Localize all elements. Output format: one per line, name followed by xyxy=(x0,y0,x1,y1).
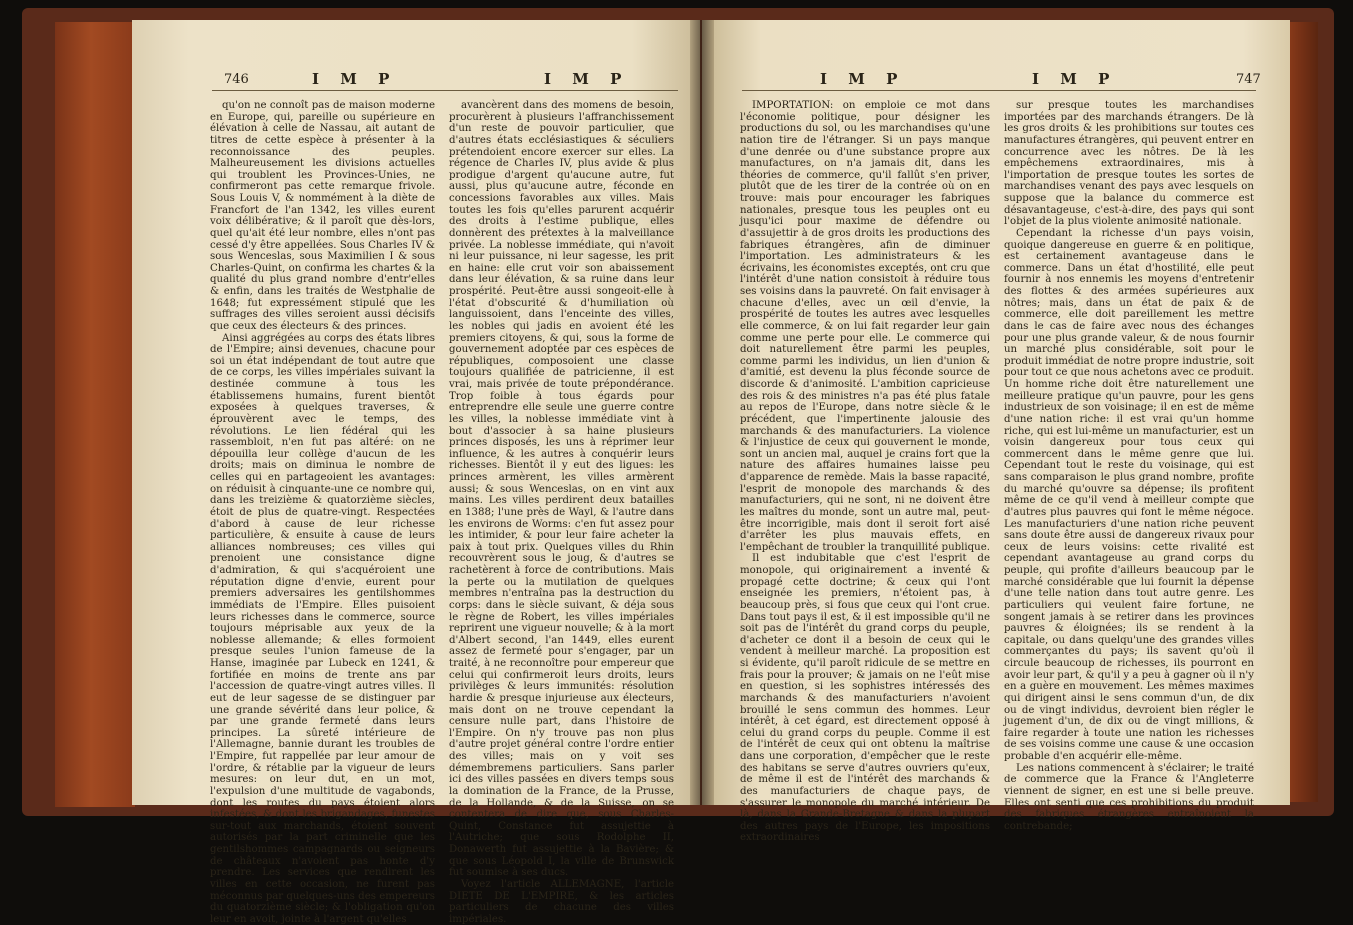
paragraph: Il est indubitable que c'est l'esprit de monopole, qui originairement a inventé & propagé cette doctrine; & ceux qui l'ont enseignée les premiers, n'étoient pas, à beaucoup près, si fous que ceux qui l'ont crue. Dans tout pays il est, & il est impossible qu'il ne soit pas de l'intérêt du grand corps du peuple, d'acheter ce dont il a besoin de ceux qui le vendent à meilleur marché. La proposition est si évidente, qu'il paroît ridicule de se mettre en frais pour la prouver; & jamais on ne l'eût mise en question, si les sophistres intéressés des marchands & des manufacturiers n'avoient brouillé le sens commun des hommes. Leur intérêt, à cet égard, est directement opposé à celui du grand corps du peuple. Comme il est de l'intérêt de ceux qui ont obtenu la maîtrise dans une corporation, d'empêcher que le reste des habitans se serve d'autres ouvriers qu'eux, de même il est de l'intérêt des marchands & des manufacturiers de chaque pays, de s'assurer le monopole du marché intérieur. De là, dans la Grande-Bretagne & dans la plupart des autres pays de l'Europe, les impositions extraordinaires xyxy=(740,553,990,844)
left-columns xyxy=(210,100,674,750)
book-gutter xyxy=(690,20,714,805)
right-columns xyxy=(740,100,1254,750)
paragraph: sur presque toutes les marchandises importées par des marchands étrangers. De là les gros droits & les prohibitions sur toutes ces manufactures étrangères, qui peuvent entrer en concurrence avec les nôtres. De là les empêchemens extraordinaires, mis à l'importation de presque toutes les sortes de marchandises venant des pays avec lesquels on suppose que la balance du commerce est désavantageuse, c'est-à-dire, des pays qui sont l'objet de la plus violente animosité nationale. xyxy=(1004,100,1254,228)
paragraph: Les nations commencent à s'éclairer; le traité de commerce que la France & l'Angleterre viennent de signer, en est une si belle preuve. Elles ont senti que ces prohibitions du produit des fabriques étrangères entraînoient la contrebande; xyxy=(1004,763,1254,833)
paragraph: avancèrent dans des momens de besoin, procurèrent à plusieurs l'affranchissement d'un reste de pouvoir particulier, que d'autres états ecclésiastiques & séculiers prétendoient encore exercer sur elles. La régence de Charles IV, plus avide & plus prodigue d'argent qu'aucune autre, fut aussi, plus qu'aucune autre, féconde en concessions favorables aux villes. Mais toutes les fois qu'elles parurent acquérir des droits à l'estime publique, elles donnèrent des prétextes à la malveillance privée. La noblesse immédiate, qui n'avoit ni leur puissance, ni leur sagesse, les prit en haine: elle crut voir son abaissement dans leur élévation, & sa ruine dans leur prospérité. Peut-être aussi songeoit-elle à l'état d'obscurité & d'humiliation où languissoient, dans l'enceinte des villes, les nobles qui jadis en avoient été les premiers citoyens, & qui, sous la forme de gouvernement adoptée par ces espèces de républiques, composoient une classe toujours qualifiée de patricienne, il est vrai, mais privée de toute prépondérance. Trop foible à tous égards pour entreprendre elle seule une guerre contre les villes, la noblesse immédiate vint à bout d'associer à sa haine plusieurs princes disposés, les uns à réprimer leur influence, & les autres à conquérir leurs richesses. Bientôt il y eut des ligues: les princes armèrent, les villes armèrent aussi; & sous Wenceslas, on en vint aux mains. Les villes perdirent deux batailles en 1388; l'une près de Wayl, & l'autre dans les environs de Worms: c'en fut assez pour les intimider, & pour leur faire acheter la paix à tout prix. Quelques villes du Rhin recouvrèrent sous le joug, & d'autres se rachetèrent à force de contributions. Mais la perte ou la mutilation de quelques membres n'entraîna pas la destruction du corps: dans le siècle suivant, & déja sous le règne de Robert, les villes impériales reprirent une vigueur nouvelle; & à la mort d'Albert second, l'an 1449, elles eurent assez de fermeté pour s'engager, par un traité, à ne reconnoître pour empereur que celui qui confirmeroit leurs droits, leurs privilèges & leurs immunités: résolution hardie & presque injurieuse aux électeurs, mais dont on ne trouve cependant la censure nulle part, dans l'histoire de l'Empire. On n'y trouve pas non plus d'autre projet général contre l'ordre entier des villes; mais on y voit ses démembremens particuliers. Sans parler ici des villes passées en divers temps sous la domination de la France, de la Prusse, de la Hollande, & de la Suisse, on se contentera de dire que, sous Charles-Quint, Constance fut assujettie à l'Autriche; que sous Rodolphe II, Donawerth fut assujettie à la Bavière; & que sous Léopold I, la ville de Brunswick fut soumise à ses ducs. xyxy=(449,100,674,879)
right-column-2 xyxy=(1004,100,1254,750)
paragraph: IMPORTATION: on emploie ce mot dans l'économie politique, pour désigner les productions du sol, ou les marchandises qu'une nation tire de l'étranger. Si un pays manque d'une denrée ou d'une substance propre aux manufactures, on n'a jamais dit, dans les théories de commerce, qu'il fallût s'en priver, plutôt que de les tirer de la contrée où on en trouve: mais pour encourager les fabriques nationales, presque tous les peuples ont eu jusqu'ici pour maxime de défendre ou d'assujettir à de gros droits les productions des fabriques étrangères, afin de diminuer l'importation. Les administrateurs & les écrivains, les économistes exceptés, ont cru que l'intérêt d'une nation consistoit à réduire tous ses voisins dans la pauvreté. On fait envisager à chacune d'elles, avec un œil d'envie, la prospérité de toutes les autres avec lesquelles elle commerce, & on lui fait regarder leur gain comme une perte pour elle. Le commerce qui doit naturellement être parmi les peuples, comme parmi les individus, un lien d'union & d'amitié, est devenu la plus féconde source de discorde & d'animosité. L'ambition capricieuse des rois & des ministres n'a pas été plus fatale au repos de l'Europe, dans notre siècle & le précédent, que l'impertinente jalousie des marchands & des manufacturiers. La violence & l'injustice de ceux qui gouvernent le monde, sont un ancien mal, auquel je crains fort que la nature des affaires humaines laisse peu d'apparence de remède. Mais la basse rapacité, l'esprit de monopole des marchands & des manufacturiers, qui ne sont, ni ne doivent être les maîtres du monde, sont un autre mal, peut-être incorrigible, mais dont il seroit fort aisé d'arrêter les plus mauvais effets, en l'empêchant de troubler la tranquillité publique. xyxy=(740,100,990,553)
right-column-1 xyxy=(740,100,990,750)
paragraph: qu'on ne connoît pas de maison moderne en Europe, qui, pareille ou supérieure en élévation à celle de Nassau, ait autant de titres de cette espèce à présenter à la reconnoissance des peuples. Malheureusement les divisions actuelles qui troublent les Provinces-Unies, ne confirmeront pas cette remarque frivole. Sous Louis V, & nommément à la diète de Francfort de l'an 1342, les villes eurent voix délibérative; & il paroît que dès-lors, quel qu'ait été leur nombre, elles n'ont pas cessé d'y être appellées. Sous Charles IV & sous Wenceslas, sous Maximilien I & sous Charles-Quint, on confirma les chartes & la qualité du plus grand nombre d'entr'elles & enfin, dans les traités de Westphalie de 1648; fut expressément stipulé que les suffrages des villes seroient aussi décisifs que ceux des électeurs & des princes. xyxy=(210,100,435,333)
left-column-1 xyxy=(210,100,435,750)
right-header-right: I M P xyxy=(1032,70,1117,88)
right-header-rule xyxy=(742,90,1256,91)
right-page xyxy=(702,20,1290,805)
left-page xyxy=(132,20,700,805)
book-edge-left xyxy=(55,22,135,807)
left-column-2 xyxy=(449,100,674,750)
right-page-number: 747 xyxy=(1236,72,1261,87)
paragraph: Voyez l'article ALLEMAGNE, l'article DIETE DE L'EMPIRE, & les articles particuliers de chacune des villes impériales. xyxy=(449,879,674,925)
left-header-right: I M P xyxy=(544,70,629,88)
paragraph: Cependant la richesse d'un pays voisin, quoique dangereuse en guerre & en politique, est certainement avantageuse dans le commerce. Dans un état d'hostilité, elle peut fournir à nos ennemis les moyens d'entretenir des flottes & des armées supérieures aux nôtres; mais, dans un état de paix & de commerce, elle doit pareillement les mettre dans le cas de faire avec nous des échanges pour une plus grande valeur, & de nous fournir un marché plus considérable, soit pour le produit immédiat de notre propre industrie, soit pour tout ce que nous achetons avec ce produit. Un homme riche doit être naturellement une meilleure pratique qu'un pauvre, pour les gens industrieux de son voisinage; il en est de même d'une nation riche: il est vrai qu'un homme riche, qui est lui-même un manufacturier, est un voisin dangereux pour tous ceux qui commercent dans le même genre que lui. Cependant tout le reste du voisinage, qui est sans comparaison le plus grand nombre, profite du marché qu'ouvre sa dépense; ils profitent même de ce qu'il vend à meilleur compte que d'autres plus pauvres qui font le même négoce. Les manufacturiers d'une nation riche peuvent sans doute être aussi de dangereux rivaux pour ceux de leurs voisins: cette rivalité est cependant avantageuse au grand corps du peuple, qui profite d'ailleurs beaucoup par le marché considérable que lui fournit la dépense d'une telle nation dans tout autre genre. Les particuliers qui veulent faire fortune, ne songent jamais à se retirer dans les provinces pauvres & éloignées; ils se rendent à la capitale, ou dans quelqu'une des grandes villes commerçantes du pays; ils savent qu'où il circule beaucoup de richesses, ils pourront en avoir leur part, & qu'il y a peu à gagner où il n'y en a guère en mouvement. Les mêmes maximes qui dirigent ainsi le sens commun d'un, de dix ou de vingt individus, devroient bien régler le jugement d'un, de dix ou de vingt millions, & faire regarder à toute une nation les richesses de ses voisins comme une cause & une occasion probable d'en acquérir elle-même. xyxy=(1004,228,1254,763)
paragraph: Ainsi aggrégées au corps des états libres de l'Empire; ainsi devenues, chacune pour soi un état indépendant de tout autre que de ce corps, les villes impériales suivant la destinée commune à tous les établissemens humains, furent bientôt exposées à quelques traverses, & éprouvèrent avec le temps, des révolutions. Le lien fédéral qui les rassembloit, n'en fut pas altéré: on ne dépouilla leur collège d'aucun de les droits; mais on diminua le nombre de celles qui en partageoient les avantages: on réduisit à cinquante-une ce nombre qui, dans les treizième & quatorzième siècles, étoit de plus de quatre-vingt. Respectées d'abord à cause de leur richesse particulière, & ensuite à cause de leurs alliances nombreuses; ces villes qui prenoient une consistance digne d'admiration, & qui s'acquéroient une réputation digne d'envie, eurent pour premiers adversaires les gentilshommes immédiats de l'Empire. Elles puisoient leurs richesses dans le commerce, source toujours méprisable aux yeux de la noblesse allemande; & elles formoient presque seules l'union fameuse de la Hanse, imaginée par Lubeck en 1241, & fortifiée en moins de trente ans par l'accession de quatre-vingt autres villes. Il eut de leur sagesse de se distinguer par une grande sévérité dans leur police, & par une grande fermeté dans leurs principes. La sûreté intérieure de l'Allemagne, bannie durant les troubles de l'Empire, fut rappellée par leur amour de l'ordre, & rétablie par la vigueur de leurs mesures: on leur dut, en un mot, l'expulsion d'une multitude de vagabonds, dont les routes du pays étoient alors infestées, & dont les brigandages, funestes sur-tout aux marchands, étoient souvent autorisés par la part criminelle que les gentilshommes campagnards ou seigneurs de châteaux n'avoient pas honte d'y prendre. Les services que rendirent les villes en cette occasion, ne furent pas méconnus par quelques-uns des empereurs du quatorzième siècle; & l'obligation qu'on leur en avoit, jointe à l'argent qu'elles xyxy=(210,333,435,925)
right-header-left: I M P xyxy=(820,70,905,88)
left-header-left: I M P xyxy=(312,70,397,88)
left-header-rule xyxy=(212,90,678,91)
left-page-number: 746 xyxy=(224,72,249,87)
book-edge-right xyxy=(1288,22,1318,802)
